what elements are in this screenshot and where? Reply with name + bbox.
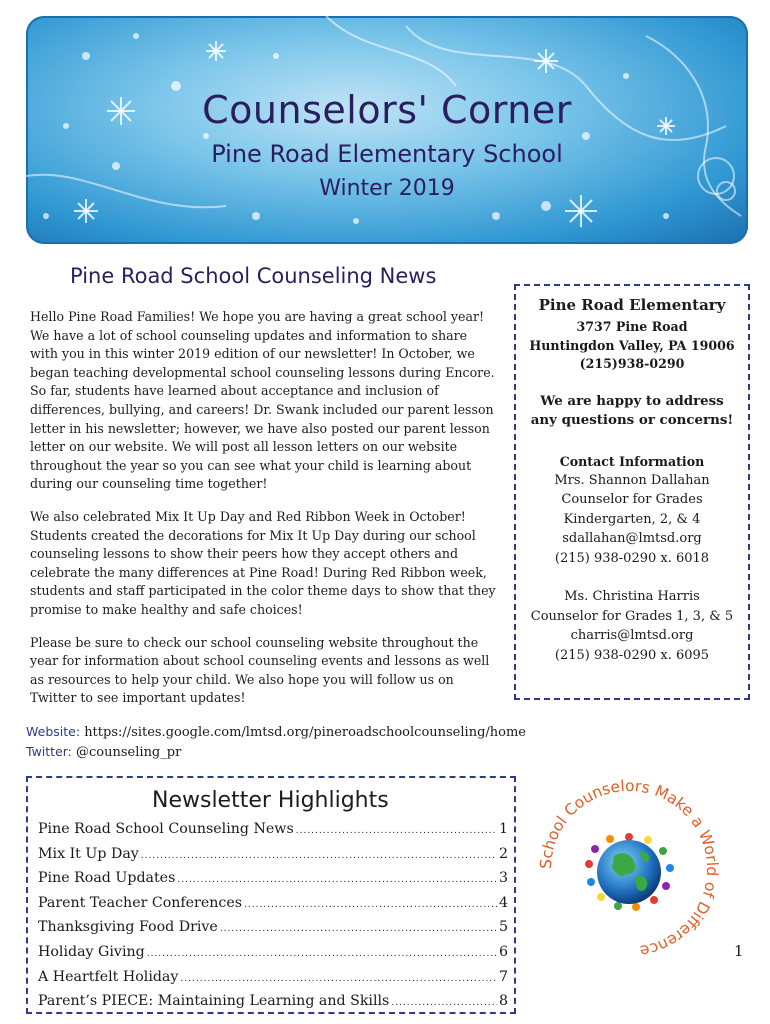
toc-item[interactable] [38, 916, 508, 941]
school-title: Pine Road Elementary [538, 296, 726, 314]
toc-leader [177, 869, 497, 892]
news-article [30, 308, 498, 722]
counselor-role: Counselor for Grades 1, 3, & 5 [530, 608, 734, 624]
toc-leader [391, 992, 497, 1015]
school-phone: (215)938-0290 [579, 356, 685, 371]
toc-leader [296, 820, 497, 843]
school-contact-box [514, 284, 750, 700]
happy-message-line: any questions or concerns! [530, 411, 734, 428]
toc-page: 6 [498, 943, 508, 960]
news-heading: Pine Road School Counseling News [70, 264, 437, 288]
toc-leader [244, 894, 497, 917]
news-paragraph: We also celebrated Mix It Up Day and Red Ribbon Week in October! Students created the decorations for Mix It Up Day during our school counseling lessons to show their peers how they accept others and celebrate the many differences at Pine Road! During Red Ribbon week, students and staff participated in the color theme days to show that they promise to make healthy and safe choices! [30, 508, 496, 617]
toc-label: Parent’s PIECE: Maintaining Learning and Skills [38, 993, 390, 1010]
toc-leader [141, 845, 497, 868]
happy-message-line: We are happy to address [540, 392, 724, 409]
news-paragraph: Hello Pine Road Families! We hope you are having a great school year! We have a lot of school counseling updates and information to share with you in this winter 2019 edition of our newsletter! In October, we began teaching developmental school counseling lessons during Encore. So far, students have learned about acceptance and inclusion of differences, bullying, and careers! Dr. Swank included our parent lesson letter in his newsletter; however, we have also posted our parent lesson letter on our website. We will post all lesson letters on our website throughout the year so you can see what your child is learning about during our counseling time together! [30, 309, 495, 492]
counselor-phone: (215) 938-0290 x. 6095 [554, 647, 710, 663]
newsletter-title: Counselors' Corner [202, 88, 572, 132]
toc-label: Mix It Up Day [38, 845, 139, 862]
newsletter-highlights-box [26, 776, 516, 1014]
toc-item[interactable] [38, 892, 508, 917]
toc-leader [147, 943, 497, 966]
toc-leader [220, 918, 497, 941]
toc-label: A Heartfelt Holiday [38, 968, 179, 985]
school-name: Pine Road Elementary School [211, 140, 563, 168]
toc-page: 3 [498, 870, 508, 887]
counselor-role: Counselor for Grades [561, 492, 703, 507]
toc-item[interactable] [38, 966, 508, 991]
news-paragraph: Please be sure to check our school counseling website throughout the year for information about school counseling events and lessons as well as resources to help your child. We also hope you will follow us on Twitter to see important updates! [30, 634, 490, 706]
counselor-email[interactable]: sdallahan@lmtsd.org [562, 531, 702, 546]
toc-label: Pine Road Updates [38, 870, 176, 887]
newsletter-banner [26, 16, 748, 244]
toc-leader [180, 968, 497, 991]
website-label: Website: [26, 724, 81, 739]
contact-heading: Contact Information [559, 453, 705, 469]
counselor-role: Kindergarten, 2, & 4 [563, 511, 701, 527]
twitter-handle[interactable]: @counseling_pr [76, 745, 182, 760]
toc-label: Parent Teacher Conferences [38, 894, 242, 911]
toc-label: Thanksgiving Food Drive [38, 919, 218, 936]
toc-page: 4 [498, 894, 508, 911]
toc-page: 8 [498, 993, 508, 1010]
table-of-contents [38, 818, 508, 1015]
school-counselors-logo [536, 776, 722, 962]
toc-item[interactable] [38, 867, 508, 892]
address-line: 3737 Pine Road [576, 319, 688, 334]
counselor-name: Ms. Christina Harris [564, 589, 700, 604]
logo-ring-text: School Counselors Make a World of Difference [536, 776, 722, 961]
toc-label: Pine Road School Counseling News [38, 821, 294, 837]
website-link[interactable]: https://sites.google.com/lmtsd.org/pineroadschoolcounseling/home [84, 725, 526, 740]
globe-icon [536, 776, 722, 962]
counselor-email[interactable]: charris@lmtsd.org [570, 628, 694, 643]
counselor-name: Mrs. Shannon Dallahan [554, 472, 710, 488]
highlights-title: Newsletter Highlights [152, 788, 389, 813]
toc-label: Holiday Giving [38, 943, 145, 960]
toc-page: 1 [498, 821, 508, 837]
toc-page: 7 [498, 968, 508, 985]
toc-item[interactable] [38, 818, 508, 843]
toc-page: 2 [498, 845, 508, 862]
toc-item[interactable] [38, 941, 508, 966]
toc-item[interactable] [38, 843, 508, 868]
toc-item[interactable] [38, 990, 508, 1015]
page-number: 1 [734, 942, 744, 960]
social-links [26, 722, 526, 762]
toc-page: 5 [498, 919, 508, 936]
counselor-phone: (215) 938-0290 x. 6018 [554, 550, 710, 566]
address-line: Huntingdon Valley, PA 19006 [529, 337, 735, 353]
edition-season: Winter 2019 [319, 176, 455, 201]
twitter-label: Twitter: [26, 744, 72, 759]
